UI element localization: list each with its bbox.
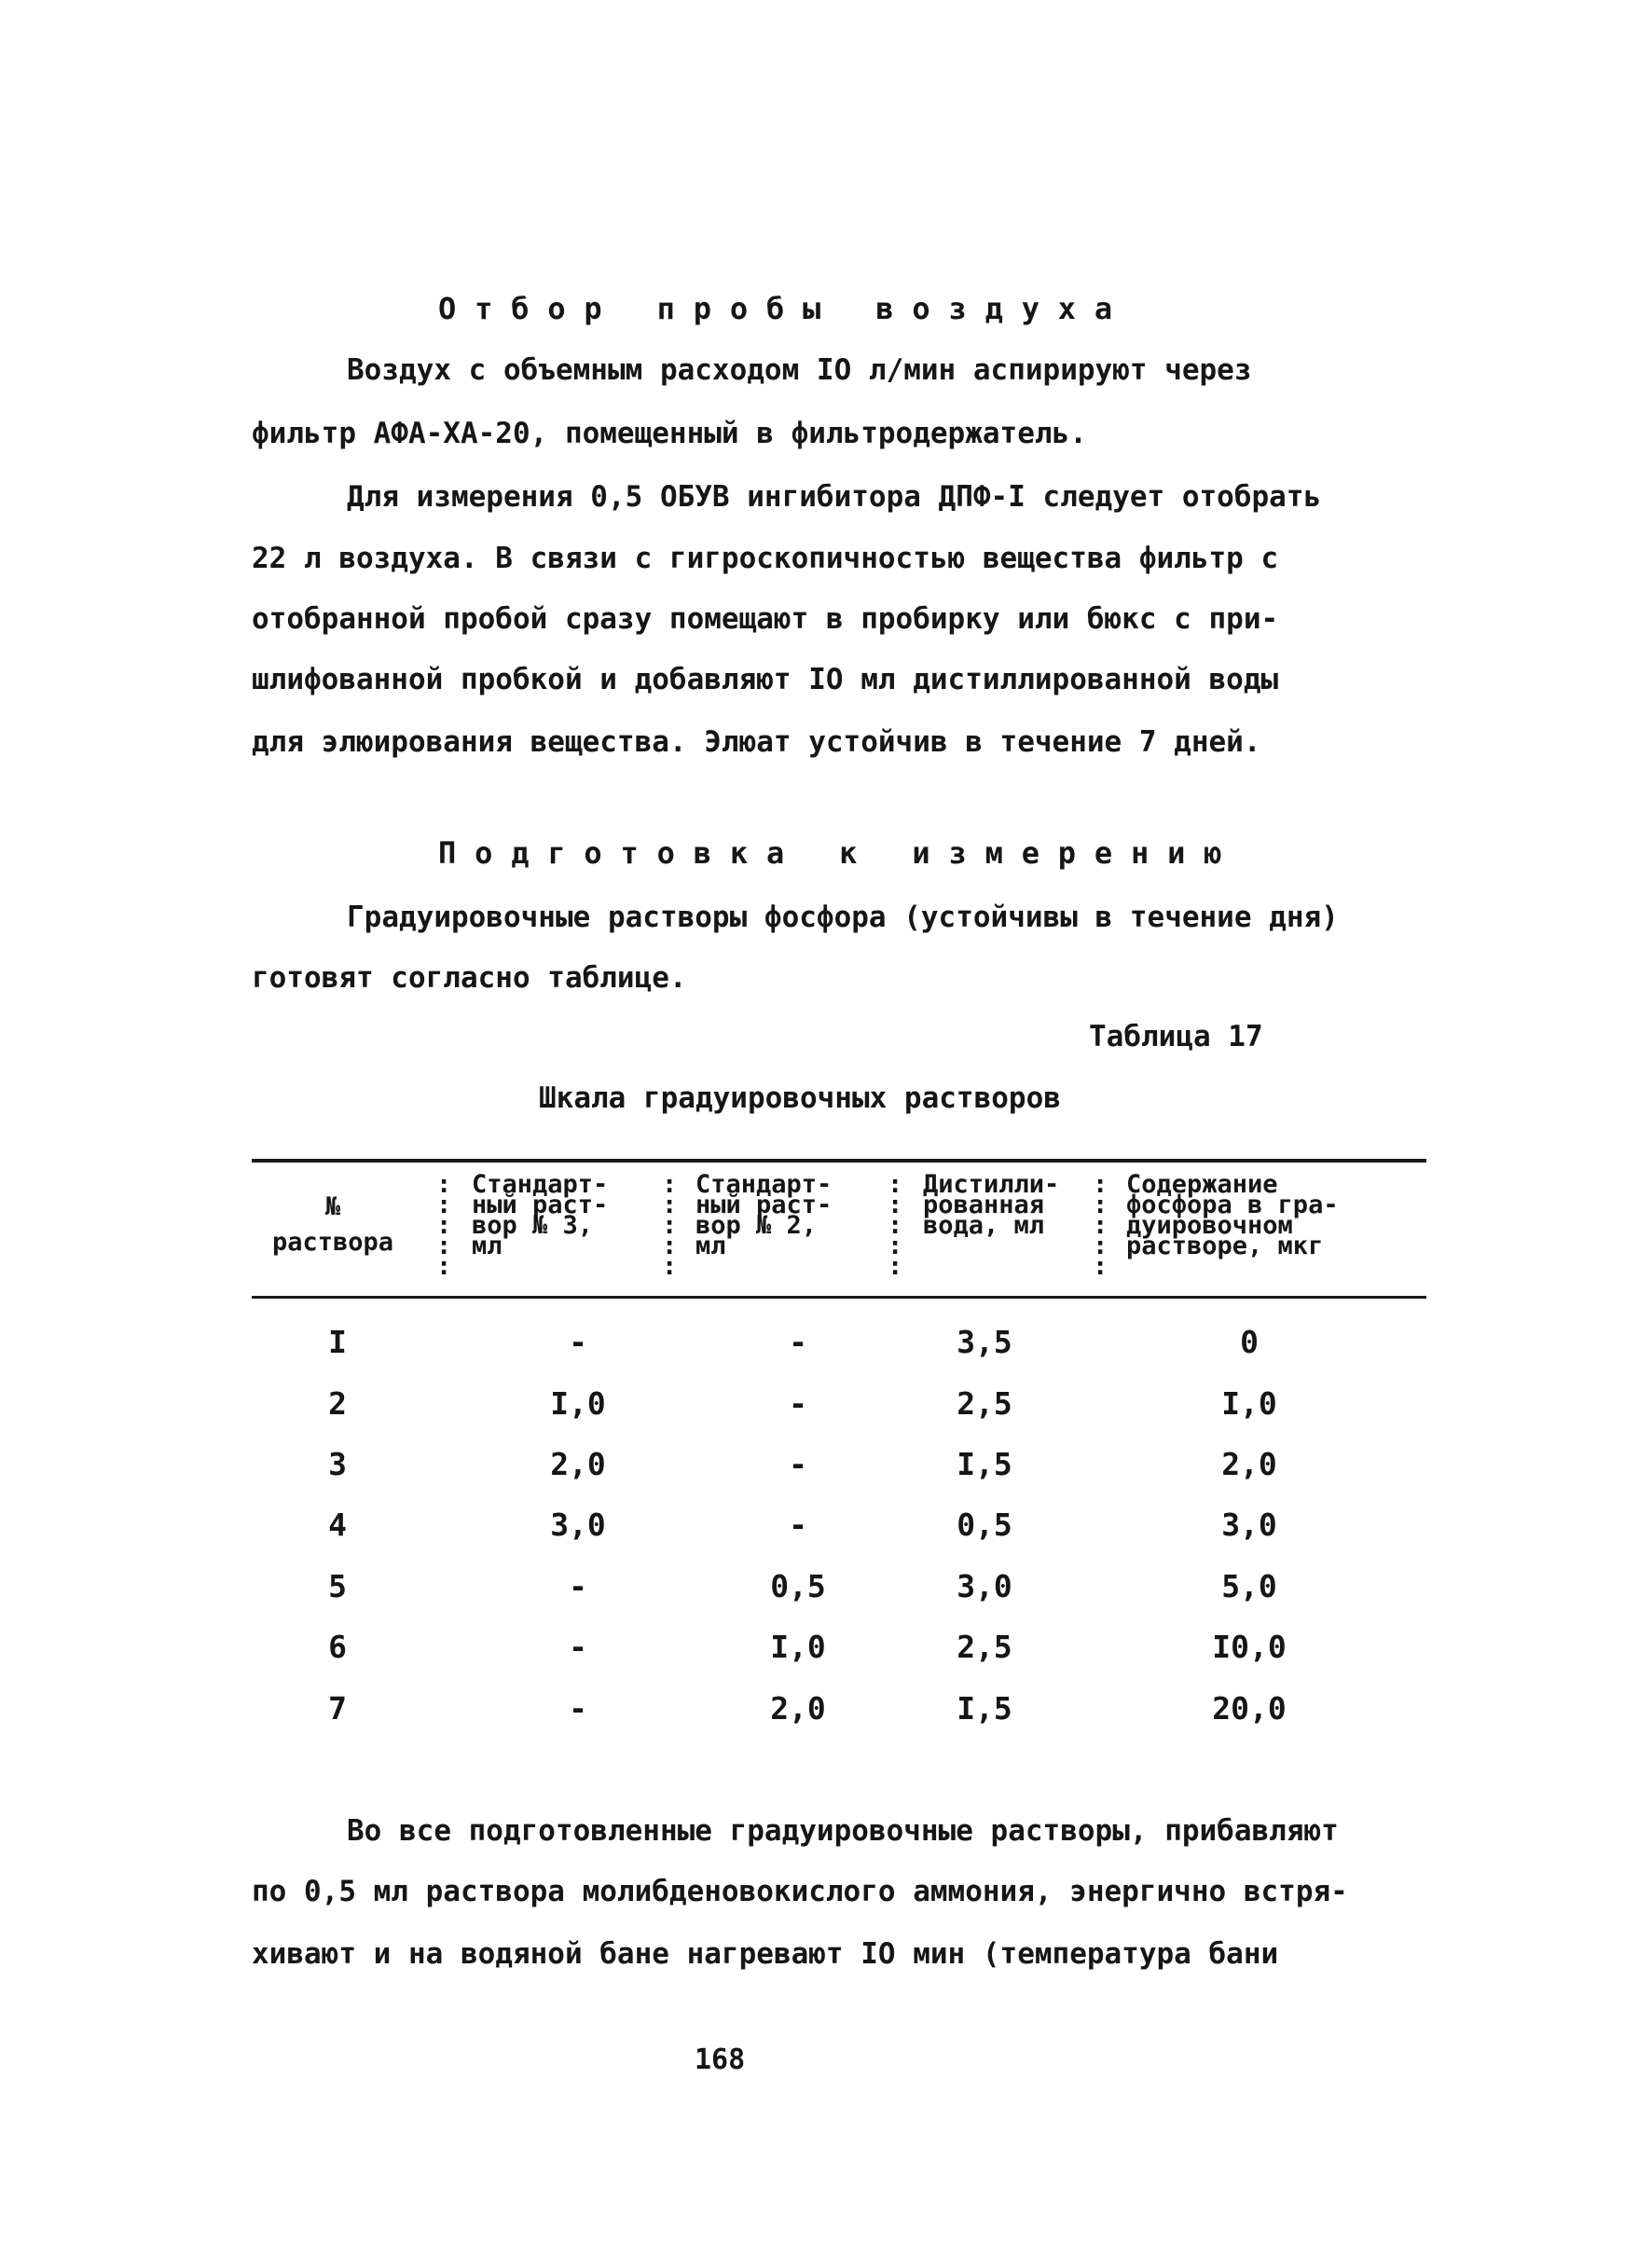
table-cell-std3: I,0	[550, 1385, 606, 1422]
table-header-standard-solution-2: Стандарт- ный раст- вор № 2, мл	[695, 1170, 833, 1260]
table-cell-std3: -	[569, 1568, 587, 1604]
text-line: хивают и на водяной бане нагревают IO мин (температура бани	[252, 1937, 1279, 1971]
table-header-distilled-water: Дистилли- рованная вода, мл	[923, 1170, 1060, 1240]
table-cell-water: 3,5	[957, 1324, 1012, 1360]
table-top-rule	[252, 1159, 1426, 1163]
table-cell-std3: 3,0	[550, 1507, 606, 1543]
table-cell-water: 0,5	[957, 1507, 1012, 1543]
table-cell-number: 6	[328, 1629, 347, 1665]
table-cell-std2: -	[789, 1385, 807, 1422]
table-header-standard-solution-3: Стандарт- ный раст- вор № 3, мл	[472, 1170, 609, 1260]
table-cell-std3: 2,0	[550, 1446, 606, 1482]
text-line: Для измерения 0,5 ОБУВ ингибитора ДПФ-I следует отобрать	[347, 480, 1322, 514]
table-header-solution-number: № раствора	[271, 1192, 394, 1257]
table-cell-std2: 2,0	[770, 1690, 826, 1727]
table-header-rule	[252, 1296, 1426, 1299]
table-cell-number: 5	[328, 1568, 347, 1604]
table-cell-number: 7	[328, 1690, 347, 1727]
text-line: по 0,5 мл раствора молибденовокислого аммония, энергично встря-	[252, 1875, 1348, 1908]
table-cell-phosphorus: 2,0	[1221, 1446, 1277, 1482]
table-cell-water: 2,5	[957, 1385, 1012, 1422]
table-cell-std2: -	[789, 1446, 807, 1482]
table-cell-water: I,5	[957, 1690, 1012, 1727]
table-header-separator: : : : : :	[1093, 1170, 1108, 1281]
table-cell-number: I	[328, 1324, 347, 1360]
table-cell-water: 2,5	[957, 1629, 1012, 1665]
text-line: Градуировочные растворы фосфора (устойчивы в течение дня)	[347, 901, 1339, 934]
table-cell-std2: 0,5	[770, 1568, 826, 1604]
table-cell-phosphorus: 20,0	[1212, 1690, 1287, 1727]
text-line: для элюирования вещества. Элюат устойчив в течение 7 дней.	[252, 725, 1261, 759]
table-cell-std2: -	[789, 1324, 807, 1360]
table-cell-std2: -	[789, 1507, 807, 1543]
table-cell-std3: -	[569, 1629, 587, 1665]
table-header-separator: : : : : :	[662, 1170, 678, 1281]
table-cell-std3: -	[569, 1690, 587, 1727]
table-cell-std2: I,0	[770, 1629, 826, 1665]
table-label: Таблица 17	[1089, 1020, 1263, 1053]
table-cell-water: I,5	[957, 1446, 1012, 1482]
table-cell-number: 4	[328, 1507, 347, 1543]
text-line: отобранной пробой сразу помещают в пробирку или бюкс с при-	[252, 602, 1279, 636]
table-cell-number: 2	[328, 1385, 347, 1422]
table-cell-phosphorus: 3,0	[1221, 1507, 1277, 1543]
text-line: Воздух с объемным расходом IO л/мин аспирируют через	[347, 353, 1252, 387]
table-cell-water: 3,0	[957, 1568, 1012, 1604]
text-line: готовят согласно таблице.	[252, 961, 687, 995]
table-cell-phosphorus: 0	[1240, 1324, 1259, 1360]
table-header-phosphorus-content: Содержание фосфора в гра- дуировочном растворе, мкг	[1126, 1170, 1339, 1260]
table-cell-std3: -	[569, 1324, 587, 1360]
table-header-separator: : : : : :	[436, 1170, 452, 1281]
text-line: Во все подготовленные градуировочные растворы, прибавляют	[347, 1814, 1339, 1848]
table-cell-phosphorus: 5,0	[1221, 1568, 1277, 1604]
text-line: шлифованной пробкой и добавляют IO мл дистиллированной воды	[252, 663, 1279, 696]
table-cell-number: 3	[328, 1446, 347, 1482]
section-heading-preparation: Подготовка к измерению	[438, 835, 1241, 871]
text-line: 22 л воздуха. В связи с гигроскопичностью вещества фильтр с	[252, 542, 1279, 575]
table-title: Шкала градуировочных растворов	[539, 1081, 1061, 1115]
page-number: 168	[695, 2044, 746, 2076]
table-cell-phosphorus: I0,0	[1212, 1629, 1287, 1665]
table-cell-phosphorus: I,0	[1221, 1385, 1277, 1422]
text-line: фильтр АФА-ХА-20, помещенный в фильтродержатель.	[252, 417, 1087, 450]
section-heading-air-sampling: Отбор пробы воздуха	[438, 291, 1132, 326]
table-header-separator: : : : : :	[888, 1170, 903, 1281]
